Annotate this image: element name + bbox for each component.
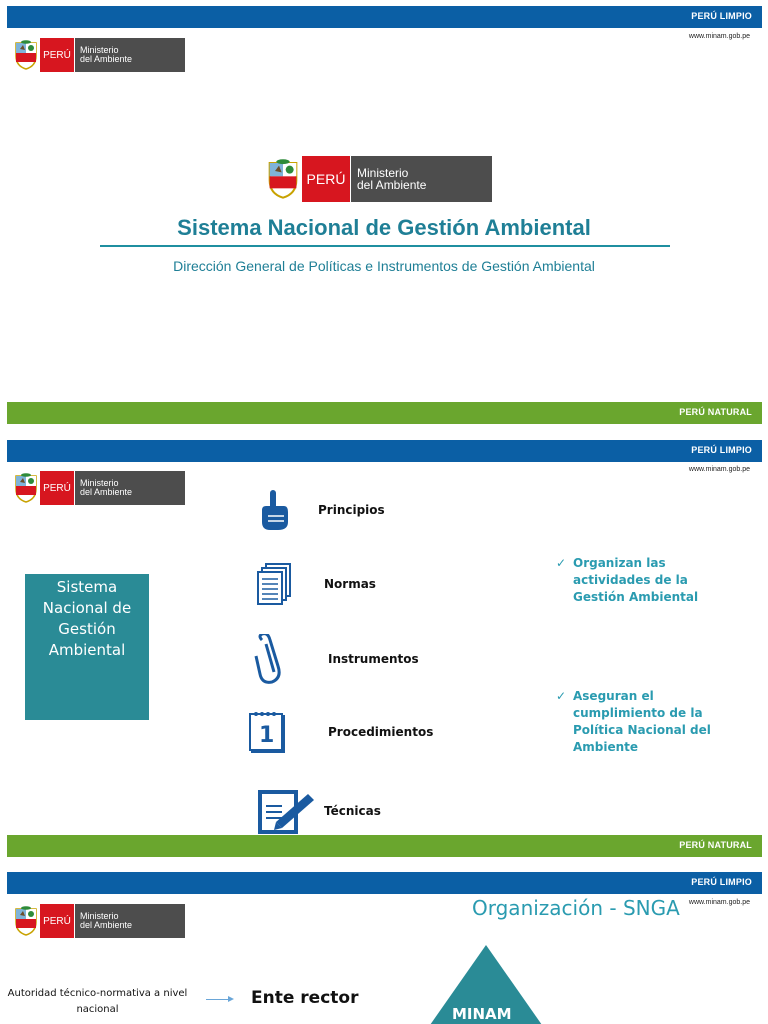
ministry-name [74, 904, 185, 938]
check-text: Aseguran el cumplimiento de la Política Nacional del Ambiente [573, 689, 711, 754]
ministry-line-2: del Ambiente [80, 487, 133, 497]
item-label: Técnicas [324, 804, 381, 818]
ministry-line-1: Ministerio [80, 911, 119, 921]
ministry-name [74, 38, 185, 72]
ministry-name [350, 156, 492, 202]
item-label: Normas [324, 577, 376, 591]
documents-icon [256, 562, 296, 606]
coat-of-arms-icon [264, 159, 302, 199]
paperclip-icon [252, 634, 286, 684]
check-point-2 [556, 688, 749, 756]
check-text: Organizan las actividades de la Gestión Ambiental [573, 556, 699, 604]
pyramid-label: MINAM [452, 1005, 512, 1023]
top-band-text: PERÚ LIMPIO [691, 445, 752, 455]
ministry-line-2: del Ambiente [357, 178, 427, 192]
ministry-logo [12, 904, 185, 938]
ministry-line-1: Ministerio [80, 45, 119, 55]
check-icon: ✓ [556, 556, 567, 570]
calendar-icon [248, 708, 288, 756]
peru-label: PERÚ [302, 156, 350, 202]
item-instrumentos [252, 634, 419, 684]
organization-title: Organización - SNGA [472, 896, 680, 920]
item-label: Instrumentos [328, 652, 419, 666]
top-band-text: PERÚ LIMPIO [691, 11, 752, 21]
top-band [7, 6, 762, 28]
website-url: www.minam.gob.pe [688, 33, 750, 40]
website-url: www.minam.gob.pe [688, 466, 750, 473]
item-label: Procedimientos [328, 725, 434, 739]
coat-of-arms-icon [12, 473, 40, 503]
website-url: www.minam.gob.pe [688, 899, 750, 906]
bottom-band-text: PERÚ NATURAL [679, 840, 752, 850]
peru-label: PERÚ [40, 904, 74, 938]
bottom-band [7, 835, 762, 857]
peru-label: PERÚ [40, 38, 74, 72]
coat-of-arms-icon [12, 906, 40, 936]
slide-title: Sistema Nacional de Gestión Ambiental [177, 215, 591, 240]
pointing-hand-icon [256, 488, 292, 532]
check-icon: ✓ [556, 689, 567, 703]
ministry-line-2: del Ambiente [80, 54, 133, 64]
slide-1 [0, 0, 768, 432]
ministry-logo [12, 38, 185, 72]
bottom-band [7, 402, 762, 424]
bottom-band-text: PERÚ NATURAL [679, 407, 752, 417]
item-principios [256, 488, 385, 532]
ministry-logo-large [264, 156, 492, 202]
peru-label: PERÚ [40, 471, 74, 505]
arrow-right-icon [228, 996, 234, 1002]
slide-2 [0, 434, 768, 866]
ministry-name [74, 471, 185, 505]
slide-3 [0, 866, 768, 1024]
top-band-text: PERÚ LIMPIO [691, 877, 752, 887]
item-tecnicas [256, 788, 381, 834]
top-band [7, 872, 762, 894]
title-divider [100, 245, 670, 247]
coat-of-arms-icon [12, 40, 40, 70]
svg-text:1: 1 [259, 723, 275, 748]
ministry-line-1: Ministerio [80, 478, 119, 488]
snga-box: Sistema Nacional de Gestión Ambiental [25, 574, 149, 720]
authority-label: Autoridad técnico-normativa a nivel nacional [7, 988, 188, 1015]
item-label: Principios [318, 503, 385, 517]
pen-checklist-icon [256, 788, 318, 834]
item-procedimientos [248, 708, 433, 756]
ministry-logo [12, 471, 185, 505]
slide-subtitle: Dirección General de Políticas e Instrumentos de Gestión Ambiental [173, 258, 595, 274]
item-normas [256, 562, 376, 606]
check-point-1 [556, 555, 743, 606]
ministry-line-1: Ministerio [357, 166, 409, 180]
ministry-line-2: del Ambiente [80, 920, 133, 930]
top-band [7, 440, 762, 462]
ente-rector-label: Ente rector [251, 988, 359, 1008]
